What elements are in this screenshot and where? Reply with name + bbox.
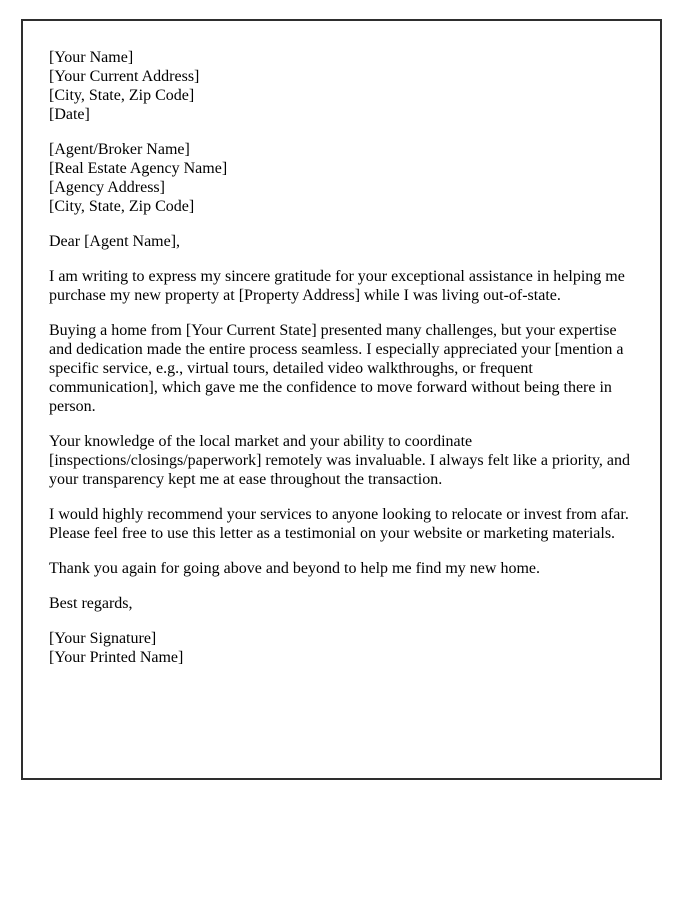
recipient-city-state-zip-line: [City, State, Zip Code] <box>49 198 195 215</box>
paragraph-local-market: Your knowledge of the local market and your ability to coordinate [inspections/closings/paperwork] remotely was invaluable. I always felt like a priority, and your transparency kept me at ease throughout the transaction. <box>49 433 631 488</box>
sender-address-line: [Your Current Address] <box>49 68 200 85</box>
letter-page <box>21 19 662 780</box>
paragraph-thanks: Thank you again for going above and beyond to help me find my new home. <box>49 560 540 577</box>
closing: Best regards, <box>49 595 133 612</box>
letter-date-line: [Date] <box>49 106 90 123</box>
letter-body <box>23 21 634 667</box>
sender-city-state-zip-line: [City, State, Zip Code] <box>49 87 195 104</box>
paragraph-challenges: Buying a home from [Your Current State] presented many challenges, but your expertise and dedication made the entire process seamless. I especially appreciated your [mention a specific service, e.g., virtual tours, detailed video walkthroughs, or frequent communication], which gave me the confidence to move forward without being there in person. <box>49 322 624 415</box>
sender-name-line: [Your Name] <box>49 49 134 66</box>
paragraph-gratitude: I am writing to express my sincere gratitude for your exceptional assistance in helping me purchase my new property at [Property Address] while I was living out-of-state. <box>49 268 625 304</box>
recipient-block <box>49 140 634 216</box>
sender-block <box>49 48 634 124</box>
signature-line: [Your Signature] <box>49 630 157 647</box>
signature-block <box>49 629 634 667</box>
salutation: Dear [Agent Name], <box>49 233 181 250</box>
recipient-agency-line: [Real Estate Agency Name] <box>49 160 228 177</box>
paragraph-recommendation: I would highly recommend your services to anyone looking to relocate or invest from afar. Please feel free to use this letter as a testimonial on your website or marketing materials. <box>49 506 629 542</box>
recipient-name-line: [Agent/Broker Name] <box>49 141 190 158</box>
printed-name-line: [Your Printed Name] <box>49 649 184 666</box>
recipient-address-line: [Agency Address] <box>49 179 165 196</box>
